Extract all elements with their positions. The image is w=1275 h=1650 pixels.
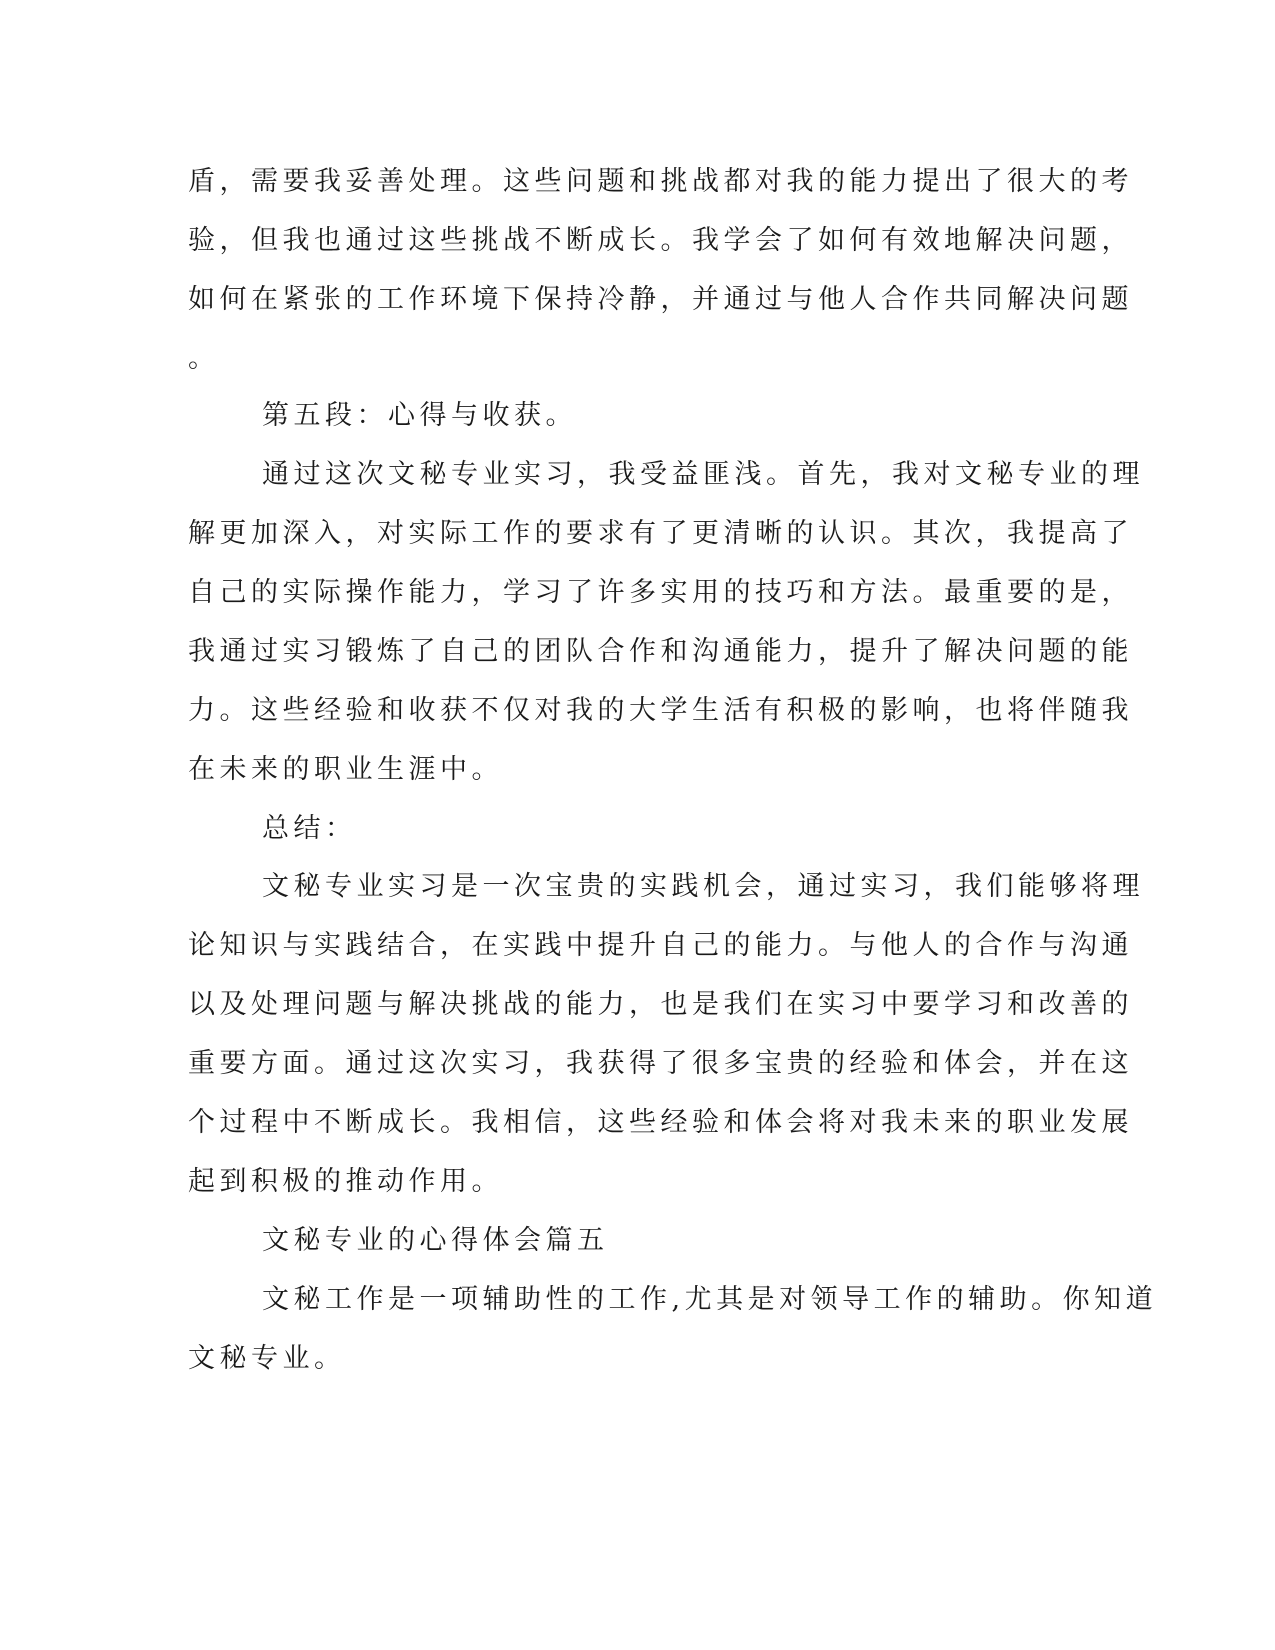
text-line: 起到积极的推动作用。 <box>188 1166 503 1197</box>
text-line: 文秘专业。 <box>188 1343 346 1374</box>
text-line: 论知识与实践结合，在实践中提升自己的能力。与他人的合作与沟通 <box>188 930 1133 961</box>
text-line: 在未来的职业生涯中。 <box>188 754 503 785</box>
paragraph-first-line: 通过这次文秘专业实习，我受益匪浅。首先，我对文秘专业的理 <box>262 459 1144 490</box>
text-line: 验，但我也通过这些挑战不断成长。我学会了如何有效地解决问题， <box>188 225 1133 256</box>
text-line: 。 <box>188 343 220 374</box>
text-line: 如何在紧张的工作环境下保持冷静，并通过与他人合作共同解决问题 <box>188 284 1133 315</box>
text-line: 盾，需要我妥善处理。这些问题和挑战都对我的能力提出了很大的考 <box>188 166 1133 197</box>
text-line: 重要方面。通过这次实习，我获得了很多宝贵的经验和体会，并在这 <box>188 1048 1133 1079</box>
article-title: 文秘专业的心得体会篇五 <box>262 1225 609 1256</box>
text-line: 以及处理问题与解决挑战的能力，也是我们在实习中要学习和改善的 <box>188 989 1133 1020</box>
text-line: 力。这些经验和收获不仅对我的大学生活有积极的影响，也将伴随我 <box>188 695 1133 726</box>
paragraph-first-line: 文秘工作是一项辅助性的工作,尤其是对领导工作的辅助。你知道 <box>262 1284 1158 1315</box>
text-line: 我通过实习锻炼了自己的团队合作和沟通能力，提升了解决问题的能 <box>188 636 1133 667</box>
paragraph-first-line: 文秘专业实习是一次宝贵的实践机会，通过实习，我们能够将理 <box>262 871 1144 902</box>
text-line: 自己的实际操作能力，学习了许多实用的技巧和方法。最重要的是， <box>188 577 1133 608</box>
section-heading: 第五段：心得与收获。 <box>262 400 577 431</box>
text-line: 解更加深入，对实际工作的要求有了更清晰的认识。其次，我提高了 <box>188 518 1133 549</box>
text-line: 个过程中不断成长。我相信，这些经验和体会将对我未来的职业发展 <box>188 1107 1133 1138</box>
summary-heading: 总结： <box>262 813 357 844</box>
